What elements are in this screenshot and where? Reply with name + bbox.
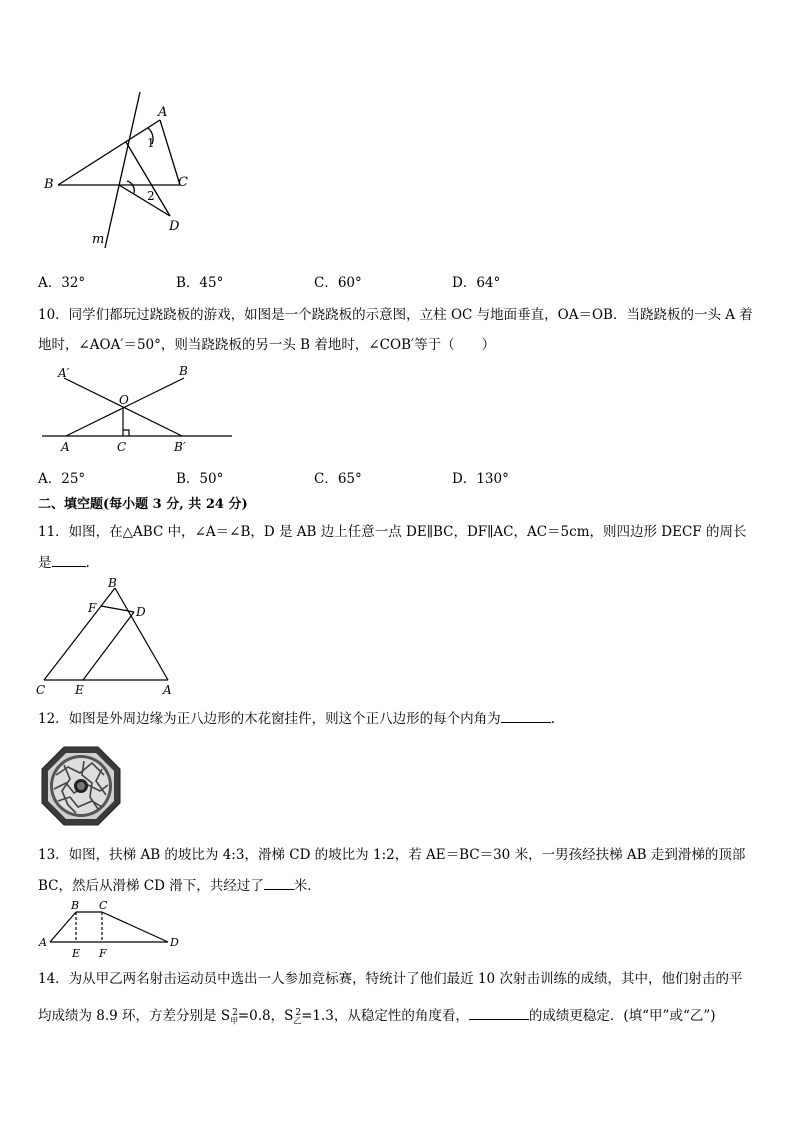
q13-text-line1: 13．如图，扶梯 AB 的坡比为 4:3，滑梯 CD 的坡比为 1:2，若 AE＝BC＝30 米，一男孩经扶梯 AB 走到滑梯的顶部 — [38, 847, 746, 863]
q14-text-part4: 的成绩更稳定．(填“甲”或“乙”) — [528, 1008, 716, 1024]
q9-label-m: m — [92, 232, 105, 247]
q12-text-suffix: . — [550, 711, 555, 727]
q9-option-b: B．45° — [176, 275, 224, 291]
q11-label-f: F — [88, 601, 97, 615]
q13-text-main: BC，然后从滑梯 CD 滑下，共经过了 — [38, 878, 264, 894]
q11-label-a: A — [163, 683, 172, 697]
q9-label-angle1: 1 — [147, 136, 155, 150]
octagon-window-image — [40, 745, 122, 827]
q14-sub-jia: 甲 — [230, 1016, 239, 1026]
q12-text — [38, 707, 555, 727]
q11-text-line2 — [38, 551, 90, 571]
q10-label-o: O — [119, 393, 129, 407]
q14-text-part1: 均成绩为 8.9 环，方差分别是 S — [38, 1008, 231, 1024]
q13-answer-blank[interactable] — [264, 877, 294, 890]
q14-text-part2: =0.8，S — [237, 1008, 294, 1024]
q10-option-b: B．50° — [176, 471, 224, 487]
q14-text-line2: 均成绩为 8.9 环，方差分别是 $S_甲^2=0.8$，$S_乙^2=1.3$，从稳定性的角度看， 的成绩更稳定．(填“甲”或“乙”) — [38, 1007, 716, 1026]
q12-text-main: 12．如图是外周边缘为正八边形的木花窗挂件，则这个正八边形的每个内角为 — [38, 711, 501, 727]
q12-answer-blank[interactable] — [501, 710, 551, 723]
q10-label-b: B — [179, 364, 188, 378]
q10-figure — [36, 360, 236, 455]
q9-figure — [30, 88, 200, 253]
q11-text-prefix: 是 — [38, 555, 52, 571]
q13-label-c: C — [99, 899, 108, 912]
q10-option-a: A．25° — [38, 471, 86, 487]
q13-label-b: B — [71, 899, 80, 912]
q10-option-d: D．130° — [452, 471, 509, 487]
q10-label-bprime: B′ — [174, 440, 186, 454]
q11-text-suffix: . — [85, 555, 90, 571]
q9-label-a: A — [158, 105, 168, 120]
q10-text-line2: 地时，∠AOA′＝50°，则当跷跷板的另一头 B 着地时，∠COB′等于（ ） — [38, 337, 496, 353]
q10-label-a: A — [61, 440, 70, 454]
q14-answer-blank[interactable] — [469, 1007, 529, 1020]
q14-text-line1: 14．为从甲乙两名射击运动员中选出一人参加竞标赛，特统计了他们最近 10 次射击训练的成绩，其中，他们射击的平 — [38, 971, 743, 987]
q14-text-part3: =1.3，从稳定性的角度看， — [301, 1008, 469, 1024]
q14-sub-yi: 乙 — [293, 1016, 302, 1026]
q9-label-angle2: 2 — [147, 189, 155, 203]
q10-option-c: C．65° — [314, 471, 362, 487]
q11-figure — [30, 574, 190, 698]
q11-answer-blank[interactable] — [52, 554, 86, 567]
q11-label-c: C — [36, 683, 46, 697]
q13-label-d: D — [170, 936, 179, 949]
q9-option-d: D．64° — [452, 275, 501, 291]
q9-label-d: D — [169, 219, 180, 234]
section-heading: 二、填空题(每小题 3 分, 共 24 分) — [38, 497, 248, 512]
q9-label-c: C — [178, 175, 188, 190]
q11-label-b: B — [108, 576, 117, 590]
q13-label-a: A — [39, 936, 47, 949]
q9-option-a: A．32° — [38, 275, 86, 291]
q13-label-e: E — [72, 947, 81, 960]
q13-text-line2 — [38, 874, 321, 894]
q11-label-e: E — [75, 683, 84, 697]
q10-text-line1: 10．同学们都玩过跷跷板的游戏，如图是一个跷跷板的示意图，立柱 OC 与地面垂直，OA＝OB．当跷跷板的一头 A 着 — [38, 307, 753, 323]
q10-label-c: C — [117, 440, 127, 454]
q11-text-line1: 11．如图，在△ABC 中，∠A＝∠B，D 是 AB 边上任意一点 DE∥BC，DF∥AC，AC＝5cm，则四边形 DECF 的周长 — [38, 524, 747, 540]
q13-figure — [36, 896, 186, 962]
q13-label-f: F — [99, 947, 107, 960]
q10-label-aprime: A′ — [58, 366, 70, 380]
q11-label-d: D — [136, 605, 146, 619]
q9-option-c: C．60° — [314, 275, 362, 291]
q9-label-b: B — [44, 177, 54, 192]
q13-text-suffix: 米． — [293, 878, 321, 894]
